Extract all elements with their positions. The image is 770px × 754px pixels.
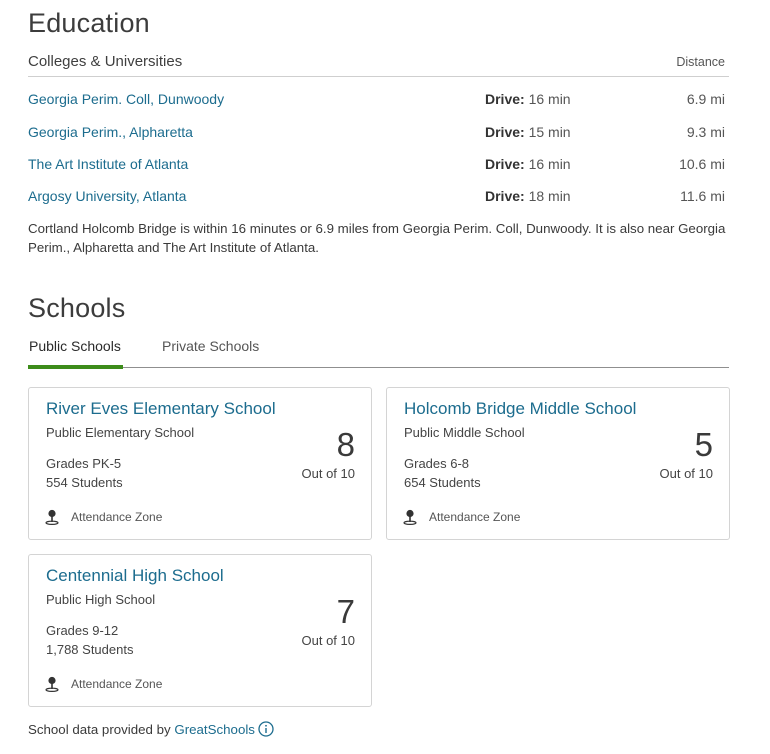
college-distance: 11.6 mi bbox=[680, 188, 725, 204]
school-students: 554 Students bbox=[46, 475, 123, 490]
drive-value: 15 min bbox=[524, 124, 571, 140]
school-name-link[interactable]: River Eves Elementary School bbox=[46, 399, 276, 418]
drive-time bbox=[485, 156, 571, 172]
education-summary: Cortland Holcomb Bridge is within 16 minutes or 6.9 miles from Georgia Perim. Coll, Dunwoody. It is also near Georgia Perim., Alpharetta and The Art Institute of Atlanta. bbox=[28, 221, 726, 255]
drive-label: Drive: bbox=[485, 91, 525, 107]
school-students: 654 Students bbox=[404, 475, 481, 490]
rating-scale: Out of 10 bbox=[301, 466, 355, 481]
school-grades: Grades 9-12 bbox=[46, 623, 119, 638]
college-link[interactable]: Georgia Perim., Alpharetta bbox=[28, 124, 193, 140]
drive-value: 16 min bbox=[524, 156, 571, 172]
rating-scale: Out of 10 bbox=[301, 633, 355, 648]
school-students: 1,788 Students bbox=[46, 642, 134, 657]
colleges-label: Colleges & Universities bbox=[28, 53, 183, 70]
college-distance: 9.3 mi bbox=[686, 124, 725, 140]
school-type: Public Middle School bbox=[404, 425, 525, 440]
attendance-zone-label: Attendance Zone bbox=[71, 677, 163, 691]
drive-value: 16 min bbox=[524, 91, 571, 107]
school-card bbox=[386, 387, 730, 540]
college-distance: 10.6 mi bbox=[679, 156, 725, 172]
tab-public-label: Public Schools bbox=[29, 338, 121, 354]
school-type: Public High School bbox=[46, 592, 156, 607]
school-name-link[interactable]: Centennial High School bbox=[46, 566, 224, 585]
map-pin-icon bbox=[403, 509, 417, 525]
greatschools-link[interactable]: GreatSchools bbox=[174, 722, 255, 737]
college-link[interactable]: Argosy University, Atlanta bbox=[28, 188, 187, 204]
schools-title: Schools bbox=[28, 293, 126, 323]
map-pin-icon bbox=[45, 509, 59, 525]
tab-public-schools[interactable] bbox=[28, 338, 123, 369]
college-link[interactable]: Georgia Perim. Coll, Dunwoody bbox=[28, 91, 225, 107]
college-link[interactable]: The Art Institute of Atlanta bbox=[28, 156, 189, 172]
college-row bbox=[28, 91, 725, 111]
tab-private-schools[interactable]: Private Schools bbox=[162, 338, 260, 354]
school-rating: 8 bbox=[336, 426, 355, 463]
drive-time bbox=[485, 124, 571, 140]
school-rating: 5 bbox=[694, 426, 713, 463]
college-row bbox=[28, 188, 725, 208]
footer-prefix: School data provided by bbox=[28, 722, 175, 737]
drive-label: Drive: bbox=[485, 124, 525, 140]
map-pin-icon bbox=[45, 676, 59, 692]
school-rating: 7 bbox=[336, 593, 355, 630]
info-icon[interactable] bbox=[258, 721, 274, 737]
school-data-footer bbox=[28, 721, 274, 737]
school-card bbox=[28, 387, 372, 540]
drive-label: Drive: bbox=[485, 156, 525, 172]
drive-value: 18 min bbox=[524, 188, 571, 204]
college-row bbox=[28, 156, 725, 176]
distance-label: Distance bbox=[676, 55, 725, 69]
school-type: Public Elementary School bbox=[46, 425, 195, 440]
attendance-zone-label: Attendance Zone bbox=[429, 510, 521, 524]
attendance-zone-label: Attendance Zone bbox=[71, 510, 163, 524]
rating-scale: Out of 10 bbox=[659, 466, 713, 481]
school-name-link[interactable]: Holcomb Bridge Middle School bbox=[404, 399, 637, 418]
school-tabs bbox=[28, 336, 729, 368]
drive-label: Drive: bbox=[485, 188, 525, 204]
colleges-header bbox=[28, 52, 729, 77]
school-card bbox=[28, 554, 372, 707]
school-grades: Grades PK-5 bbox=[46, 456, 122, 471]
drive-time bbox=[485, 91, 571, 107]
college-row bbox=[28, 124, 725, 144]
education-title: Education bbox=[28, 8, 150, 38]
college-distance: 6.9 mi bbox=[686, 91, 725, 107]
drive-time bbox=[485, 188, 571, 204]
school-grades: Grades 6-8 bbox=[404, 456, 470, 471]
